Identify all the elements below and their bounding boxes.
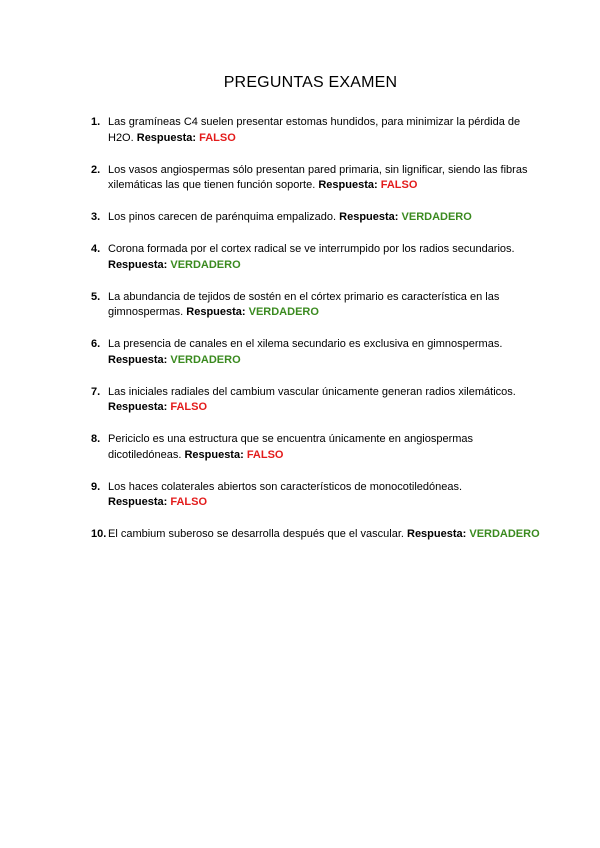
question-item-6 <box>0 337 528 368</box>
question-number: 10. <box>91 528 107 540</box>
question-item-2 <box>0 163 528 194</box>
question-number: 2. <box>91 163 101 176</box>
page-title: PREGUNTAS EXAMEN <box>223 74 398 91</box>
answer-label: Respuesta: <box>108 401 168 413</box>
question-item-10 <box>0 527 548 543</box>
question-item-5 <box>0 290 528 321</box>
answer-value: FALSO <box>170 496 208 508</box>
answer-label: Respuesta: <box>108 258 168 271</box>
question-text: El cambium suberoso se desarrolla después que el vascular. <box>108 528 404 540</box>
answer-value: VERDADERO <box>248 306 319 318</box>
answer-value: VERDADERO <box>170 353 241 366</box>
answer-label: Respuesta: <box>339 211 399 223</box>
question-number: 1. <box>91 116 101 128</box>
answer-label: Respuesta: <box>318 179 378 191</box>
question-number: 8. <box>91 433 101 445</box>
question-text: La presencia de canales en el xilema secundario es exclusiva en gimnospermas. <box>108 338 503 350</box>
question-number: 9. <box>91 480 101 493</box>
question-text: La abundancia de tejidos de sostén en el córtex primario es característica en las gimnospermas. <box>108 290 500 318</box>
question-number: 3. <box>91 211 101 223</box>
question-list <box>0 115 600 559</box>
answer-value: FALSO <box>199 131 236 144</box>
question-item-3 <box>0 210 528 226</box>
question-text: Los vasos angiospermas sólo presentan pared primaria, sin lignificar, siendo las fibras xilemáticas las que tienen función soporte. <box>108 163 528 191</box>
answer-label: Respuesta: <box>108 353 168 366</box>
answer-value: FALSO <box>170 401 208 413</box>
answer-value: VERDADERO <box>401 211 472 223</box>
answer-value: VERDADERO <box>170 258 241 271</box>
question-text: Corona formada por el cortex radical se ve interrumpido por los radios secundarios. <box>108 243 515 255</box>
question-text: Periciclo es una estructura que se encuentra únicamente en angiospermas dicotiledóneas. <box>108 433 474 461</box>
answer-value: FALSO <box>246 448 284 461</box>
answer-label: Respuesta: <box>407 528 467 540</box>
answer-value: FALSO <box>380 179 418 191</box>
question-item-4 <box>0 242 528 273</box>
question-item-1 <box>0 115 528 146</box>
answer-label: Respuesta: <box>184 448 244 461</box>
question-text: Los pinos carecen de parénquima empalizado. <box>108 211 337 223</box>
question-number: 5. <box>91 290 101 303</box>
answer-label: Respuesta: <box>108 496 168 508</box>
answer-label: Respuesta: <box>186 306 246 318</box>
answer-label: Respuesta: <box>136 131 197 144</box>
question-item-8 <box>0 432 528 463</box>
question-number: 6. <box>91 338 101 350</box>
question-item-9 <box>0 480 528 511</box>
question-number: 4. <box>91 243 101 255</box>
answer-value: VERDADERO <box>469 528 540 540</box>
question-number: 7. <box>91 385 101 398</box>
question-text: Las iniciales radiales del cambium vascular únicamente generan radios xilemáticos. <box>108 385 516 398</box>
question-text: Los haces colaterales abiertos son característicos de monocotiledóneas. <box>108 480 463 493</box>
question-text: Las gramíneas C4 suelen presentar estomas hundidos, para minimizar la pérdida de H2O. <box>108 116 521 144</box>
question-item-7 <box>0 385 528 416</box>
